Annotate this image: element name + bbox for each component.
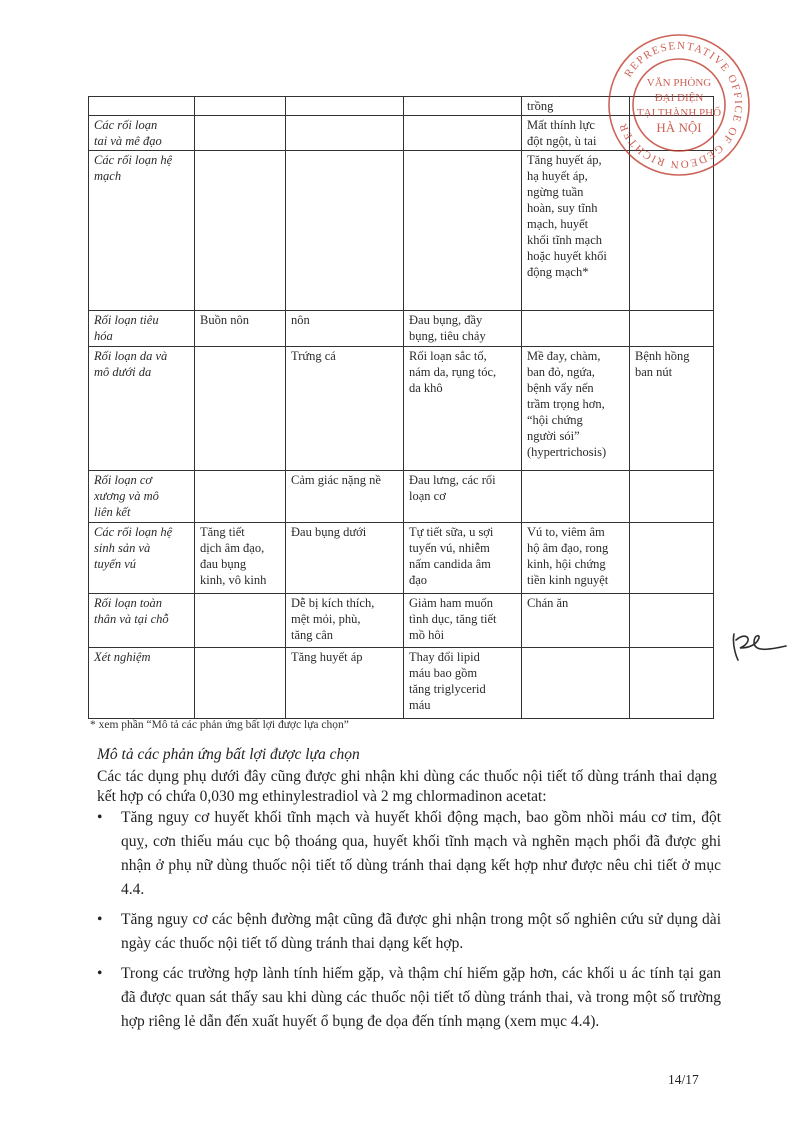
table-cell: Rối loạn toàn thân và tại chỗ: [89, 594, 195, 648]
table-cell: Đau lưng, các rối loạn cơ: [404, 471, 522, 523]
table-cell: Các rối loạn tai và mê đạo: [89, 116, 195, 151]
table-cell: Bệnh hồng ban nút: [630, 347, 714, 471]
table-cell: Rối loạn cơ xương và mô liên kết: [89, 471, 195, 523]
table-cell: [522, 648, 630, 719]
stamp-line: VĂN PHÒNG: [646, 77, 712, 89]
stamp-ring-text: REPRESENTATIVE OFFICE OF GEDEON RICHTER: [616, 39, 745, 171]
intro-paragraph: Các tác dụng phụ dưới đây cũng được ghi nhận khi dùng các thuốc nội tiết tố dùng tránh thai dạng kết hợp có chứa 0,030 mg ethinylestradiol và 2 mg chlormadinon acetat:: [97, 768, 717, 805]
table-cell: [630, 471, 714, 523]
table-cell: [522, 471, 630, 523]
table-cell: [195, 347, 286, 471]
page-number: 14/17: [668, 1072, 699, 1087]
bullet-icon: •: [97, 809, 103, 826]
table-cell: [630, 311, 714, 347]
table-row: [89, 523, 714, 594]
table-cell: Đau bụng dưới: [286, 523, 404, 594]
table-cell: Tăng huyết áp: [286, 648, 404, 719]
table-cell: Rối loạn sắc tố, nám da, rụng tóc, da khô: [404, 347, 522, 471]
table-cell: Tăng huyết áp, hạ huyết áp, ngừng tuần hoàn, suy tĩnh mạch, huyết khối tĩnh mạch hoặc huyết khối động mạch*: [522, 151, 630, 311]
table-cell: [195, 594, 286, 648]
table-cell: [630, 648, 714, 719]
bullet-icon: •: [97, 911, 103, 928]
table-cell: [286, 116, 404, 151]
signature-icon: [728, 626, 790, 666]
list-item: [97, 962, 721, 1034]
stamp-line: TẠI THÀNH PHỐ: [636, 107, 722, 119]
list-item-text: Trong các trường hợp lành tính hiếm gặp, và thậm chí hiếm gặp hơn, các khối u ác tính tại gan đã được quan sát thấy sau khi dùng các thuốc nội tiết tố dùng tránh thai, và trong một số trường hợp riêng lẻ dẫn đến xuất huyết ổ bụng đe dọa đến tính mạng (xem mục 4.4).: [121, 965, 721, 1030]
table-cell: Vú to, viêm âm hộ âm đạo, rong kinh, hội chứng tiền kinh nguyệt: [522, 523, 630, 594]
table-cell: [195, 648, 286, 719]
office-stamp-icon: [604, 30, 754, 180]
table-cell: [195, 116, 286, 151]
table-cell: [630, 523, 714, 594]
table-cell: Chán ăn: [522, 594, 630, 648]
table-cell: Giảm ham muốn tình dục, tăng tiết mồ hôi: [404, 594, 522, 648]
table-cell: Các rối loạn hệ mạch: [89, 151, 195, 311]
table-cell: Mất thính lực đột ngột, ù tai: [522, 116, 630, 151]
table-row: [89, 648, 714, 719]
table-cell: Buồn nôn: [195, 311, 286, 347]
table-cell: [404, 116, 522, 151]
table-cell: [286, 151, 404, 311]
table-cell: Các rối loạn hệ sinh sản và tuyến vú: [89, 523, 195, 594]
table-cell: Trứng cá: [286, 347, 404, 471]
table-cell: Xét nghiệm: [89, 648, 195, 719]
table-cell: [89, 97, 195, 116]
table-row: [89, 471, 714, 523]
table-cell: Rối loạn tiêu hóa: [89, 311, 195, 347]
table-cell: Cảm giác nặng nề: [286, 471, 404, 523]
table-footnote: * xem phần “Mô tả các phản ứng bất lợi được lựa chọn”: [90, 719, 349, 731]
table-cell: [195, 97, 286, 116]
bullet-list: [97, 806, 721, 1040]
table-cell: [404, 97, 522, 116]
table-cell: Tăng tiết dịch âm đạo, đau bụng kinh, vô kinh: [195, 523, 286, 594]
section-title: Mô tả các phản ứng bất lợi được lựa chọn: [97, 746, 360, 763]
bullet-icon: •: [97, 965, 103, 982]
table-cell: [195, 471, 286, 523]
table-cell: Dễ bị kích thích, mệt mỏi, phù, tăng cân: [286, 594, 404, 648]
table-cell: [404, 151, 522, 311]
adverse-reactions-table: [88, 96, 714, 719]
table-row: [89, 594, 714, 648]
list-item: [97, 908, 721, 956]
list-item-text: Tăng nguy cơ các bệnh đường mật cũng đã được ghi nhận trong một số nghiên cứu sử dụng dài ngày các thuốc nội tiết tố dùng tránh thai dạng kết hợp.: [121, 911, 721, 952]
table-cell: trồng: [522, 97, 630, 116]
table-cell: [195, 151, 286, 311]
stamp-line: HÀ NỘI: [656, 120, 702, 135]
table-cell: Rối loạn da và mô dưới da: [89, 347, 195, 471]
list-item-text: Tăng nguy cơ huyết khối tĩnh mạch và huyết khối động mạch, bao gồm nhồi máu cơ tim, đột quỵ, cơn thiếu máu cục bộ thoáng qua, huyết khối tĩnh mạch và nghẽn mạch phổi đã được ghi nhận ở phụ nữ dùng thuốc nội tiết tố dùng tránh thai dạng kết hợp như được nêu chi tiết ở mục 4.4.: [121, 809, 721, 898]
table-cell: Đau bụng, đầy bụng, tiêu chảy: [404, 311, 522, 347]
table-cell: nôn: [286, 311, 404, 347]
table-cell: [630, 594, 714, 648]
table-row: [89, 311, 714, 347]
stamp-line: ĐẠI DIỆN: [654, 92, 704, 104]
table-cell: [286, 97, 404, 116]
table-cell: [522, 311, 630, 347]
list-item: [97, 806, 721, 902]
table-cell: Thay đổi lipid máu bao gồm tăng triglycerid máu: [404, 648, 522, 719]
table-cell: Mề đay, chàm, ban đỏ, ngứa, bệnh vẩy nến trầm trọng hơn, “hội chứng người sói” (hypertrichosis): [522, 347, 630, 471]
table-row: [89, 347, 714, 471]
table-cell: Tự tiết sữa, u sợi tuyến vú, nhiễm nấm candida âm đạo: [404, 523, 522, 594]
